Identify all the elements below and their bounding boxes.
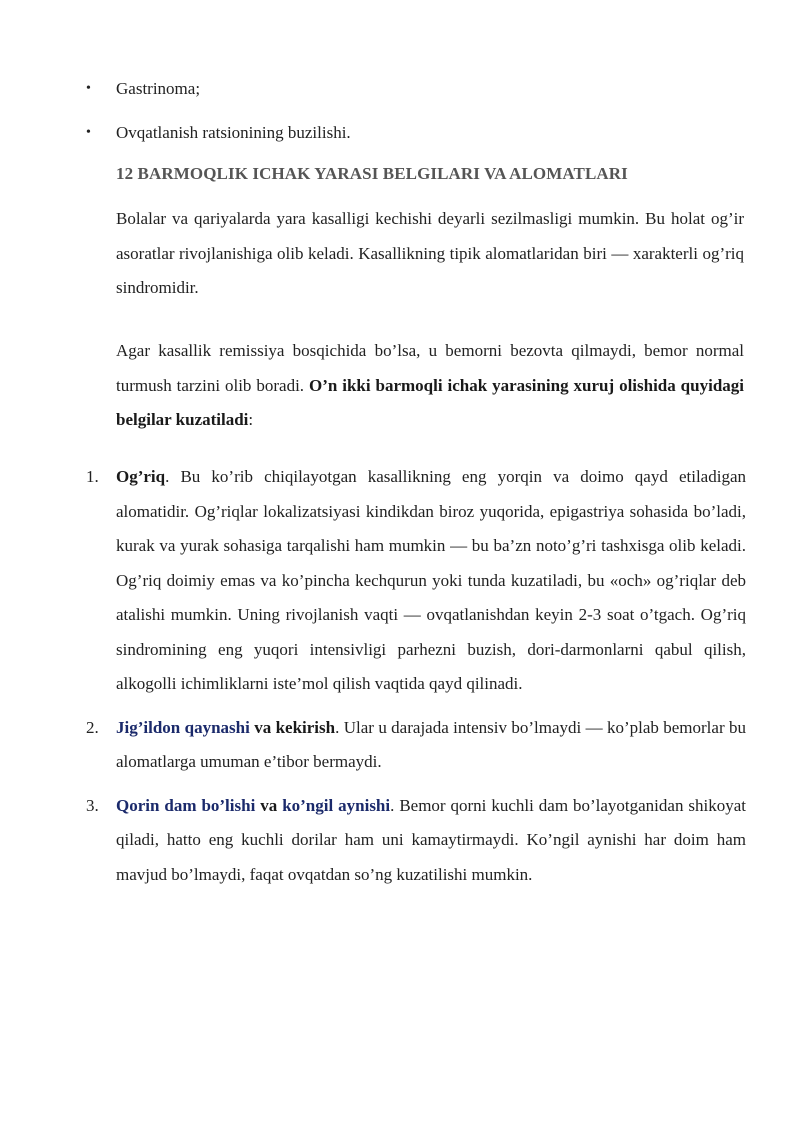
- list-item-title: Og’riq: [116, 467, 166, 486]
- bullet-text: Ovqatlanish ratsionining buzilishi.: [116, 123, 351, 142]
- bullet-marker: •: [86, 125, 91, 140]
- list-item-heartburn: [86, 711, 746, 780]
- list-item-title-2-link[interactable]: ko’ngil aynishi: [282, 795, 391, 815]
- bullet-item: [86, 72, 746, 116]
- paragraph-remission: [116, 334, 744, 438]
- list-item-text: . Bemor qorni kuchli dam bo’layotganidan shikoyat qiladi, hatto eng kuchli dorilar ham uni kamaytirmaydi. Ko’ngil aynishi har doim ham mavjud bo’lmaydi, faqat ovqatdan so’ng kuzatilishi mumkin.: [116, 795, 746, 884]
- paragraph-intro: Bolalar va qariyalarda yara kasalligi kechishi deyarli sezilmasligi mumkin. Bu holat og’ir asoratlar rivojlanishiga olib keladi. Kasallikning tipik alomatlaridan biri — xarakterli og’riq sindromidir.: [116, 209, 744, 297]
- list-item-bloating: [86, 789, 746, 893]
- list-item-title-link[interactable]: Jig’ildon qaynashi: [116, 717, 250, 737]
- paragraph-text: Agar kasallik remissiya bosqichida bo’lsa, u bemorni bezovta qilmaydi, bemor normal turmush tarzini olib boradi.: [116, 341, 744, 395]
- list-item-title-2: kekirish: [275, 717, 336, 737]
- section-heading: 12 BARMOQLIK ICHAK YARASI BELGILARI VA ALOMATLARI: [116, 164, 628, 183]
- list-item-pain: [86, 460, 746, 702]
- list-number: 1.: [86, 467, 99, 486]
- list-number: 3.: [86, 795, 99, 815]
- bullet-marker: •: [86, 81, 91, 96]
- list-item-joiner: va: [255, 795, 283, 815]
- bullet-text: Gastrinoma;: [116, 79, 201, 98]
- list-item-text: . Bu ko’rib chiqilayotgan kasallikning eng yorqin va doimo qayd etiladigan alomatidir. Og’riqlar lokalizatsiyasi kindikdan biroz yuqorida, epigastriya sohasida bo’ladi, kurak va yurak sohasiga tarqalishi ham mumkin — bu ba’zn noto’g’ri tashxisga olib keladi. Og’riq doimiy emas va ko’pincha kechqurun yoki tunda kuzatiladi, bu «och» og’riqlar deb atalishi mumkin. Uning rivojlanish vaqti — ovqatlanishdan keyin 2-3 soat o’tgach. Og’riq sindromining eng yuqori intensivligi parhezni buzish, dori-darmonlarni qabul qilish, alkogolli ichimliklarni iste’mol qilish vaqtida qayd qilinadi.: [116, 467, 746, 693]
- list-number: 2.: [86, 717, 99, 737]
- symptom-list: [86, 460, 746, 892]
- bullet-list: [86, 72, 746, 160]
- list-item-joiner: va: [249, 717, 276, 737]
- paragraph-tail: :: [248, 410, 254, 429]
- list-item-text: . Ular u darajada intensiv bo’lmaydi — ko’plab bemorlar bu alomatlarga umuman e’tibor bermaydi.: [116, 717, 746, 771]
- paragraph-bold-text: O’n ikki barmoqli ichak yarasining xuruj olishida quyidagi belgilar kuzatiladi: [116, 375, 744, 429]
- bullet-item: [86, 116, 746, 160]
- list-item-title-link[interactable]: Qorin dam bo’lishi: [116, 795, 256, 815]
